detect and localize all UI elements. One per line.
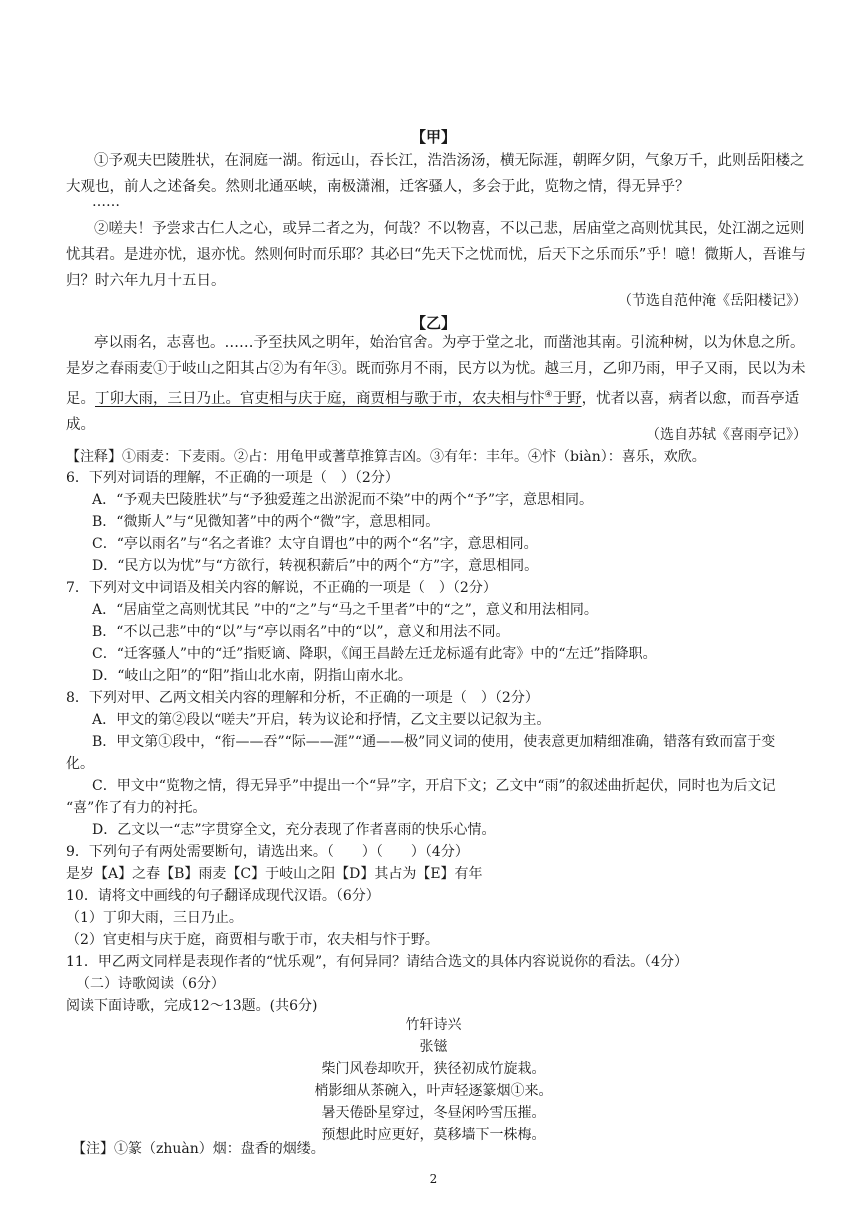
passage-b-text: 亭以雨名，志喜也。……予至扶风之明年，始治官舍。为亭于堂之北，而凿池其南。引流种树，以为休息之所。是岁之春雨麦①于岐山之阳其占②为有年③。既而弥月不雨，民方以为忧。越三月，乙卯乃雨，甲子又雨，民以为未足。 (66, 335, 806, 407)
question-7-option-a: A．“居庙堂之高则忧其民 ”中的“之”与“马之千里者”中的“之”，意义和用法相同。 (92, 602, 598, 618)
poem-line-4: 预想此时应更好，莫移墙下一株梅。 (321, 1127, 546, 1143)
question-8-option-b: B．甲文第①段中，“衔——吞”“际——涯”“通——极”同义词的使用，使表意更加精细准确，错落有致而富于变 (92, 734, 776, 750)
poem-line-2: 梢影细从茶碗入，叶声轻逐篆烟①来。 (314, 1083, 553, 1099)
question-7-option-d: D．“岐山之阳”的“阳”指山北水南，阴指山南水北。 (92, 668, 412, 684)
section-2-title: （二）诗歌阅读（6分） (76, 976, 225, 992)
question-8-option-c: C．甲文中“览物之情，得无异乎”中提出一个“异”字，开启下文；乙文中“雨”的叙述曲折起伏，同时也为后文记 (92, 778, 776, 794)
question-8-option-a: A．甲文的第②段以“嗟夫”开启，转为议论和抒情，乙文主要以记叙为主。 (92, 712, 551, 728)
poem-title: 竹轩诗兴 (405, 1017, 462, 1033)
poem-line-1: 柴门风卷却吹开，狭径初成竹旋栽。 (321, 1061, 546, 1077)
passage-a-ellipsis: …… (92, 194, 120, 210)
question-8-stem: 8．下列对甲、乙两文相关内容的理解和分析，不正确的一项是（ ）（2分） (66, 690, 539, 706)
question-8-option-d: D．乙文以一“志”字贯穿全文，充分表现了作者喜雨的快乐心情。 (92, 822, 496, 838)
question-8-option-c-cont: “喜”作了有力的衬托。 (66, 800, 207, 816)
question-7-option-b: B．“不以己悲”中的“以”与“亭以雨名”中的“以”，意义和用法不同。 (92, 624, 510, 640)
question-10-item-2: （2）官吏相与庆于庭，商贾相与歌于市，农夫相与忭于野。 (66, 932, 439, 948)
passage-b-heading: 【乙】 (410, 314, 456, 332)
underlined-sentence-2 (240, 391, 582, 407)
passage-a-paragraph-2: ②嗟夫！予尝求古仁人之心，或异二者之为，何哉？不以物喜，不以己悲，居庙堂之高则忧其民，处江湖之远则忧其君。是进亦忧，退亦忧。然则何时而乐耶？其必曰“先天下之忧而忧，后天下之乐而乐”乎！噫！微斯人，吾谁与归？时六年九月十五日。 (66, 221, 806, 289)
note-marker: ④ (544, 390, 553, 400)
question-6-option-c: C．“亭以雨名”与“名之者谁？太守自谓也”中的两个“名”字，意思相同。 (92, 536, 538, 552)
question-8-option-b-cont: 化。 (66, 756, 94, 772)
question-6-option-d: D．“民方以为忧”与“方欲行，转视积薪后”中的两个“方”字，意思相同。 (92, 558, 539, 574)
passage-a-source: （节选自范仲淹《岳阳楼记》） (618, 293, 807, 309)
question-6-option-b: B．“微斯人”与“见微知著”中的两个“微”字，意思相同。 (92, 514, 440, 530)
question-6-option-a: A．“予观夫巴陵胜状”与“予独爱莲之出淤泥而不染”中的两个“予”字，意思相同。 (92, 492, 594, 508)
passage-b-source: （选自苏轼《喜雨亭记》） (646, 427, 807, 443)
poem-note: 【注】①篆（zhuàn）烟：盘香的烟缕。 (72, 1141, 325, 1157)
passage-a-heading: 【甲】 (410, 128, 456, 146)
underlined-sentence-2-end: 于野 (552, 390, 582, 407)
passage-b-paragraph (66, 330, 806, 438)
question-9-sentence: 是岁【A】之春【B】雨麦【C】于岐山之阳【D】其占为【E】有年 (66, 866, 483, 882)
passage-a-paragraph-1: ①予观夫巴陵胜状，在洞庭一湖。衔远山，吞长江，浩浩汤汤，横无际涯，朝晖夕阴，气象万千，此则岳阳楼之大观也，前人之述备矣。然则北通巫峡，南极潇湘，迁客骚人，多会于此，览物之情，得无异乎？ (66, 153, 805, 195)
question-10-stem: 10．请将文中画线的句子翻译成现代汉语。（6分） (66, 888, 380, 904)
section-2-instruction: 阅读下面诗歌，完成12～13题。(共6分) (66, 998, 318, 1014)
underlined-sentence-2-text: 官吏相与庆于庭，商贾相与歌于市，农夫相与忭 (240, 390, 545, 407)
underlined-sentence-1: 丁卯大雨，三日乃止。 (95, 390, 240, 407)
question-6-stem: 6．下列对词语的理解，不正确的一项是（ ）（2分） (66, 470, 399, 486)
question-7-stem: 7．下列对文中词语及相关内容的解说，不正确的一项是（ ）（2分） (66, 580, 497, 596)
question-9-stem: 9．下列句子有两处需要断句，请选出来。（ ）（ ）（4分） (66, 844, 469, 860)
poem-line-3: 暑天倦卧星穿过，冬昼闲吟雪压摧。 (321, 1105, 546, 1121)
annotation-notes: 【注释】①雨麦：下麦雨。②占：用龟甲或蓍草推算吉凶。③有年：丰年。④忭（biàn）：喜乐，欢欣。 (66, 449, 706, 465)
question-10-item-1: （1）丁卯大雨，三日乃止。 (66, 910, 243, 926)
poem-author: 张镃 (419, 1039, 448, 1055)
question-7-option-c: C．“迁客骚人”中的“迁”指贬谪、降职，《闻王昌龄左迁龙标遥有此寄》中的“左迁”指降职。 (92, 646, 657, 662)
passage-b-tail: ，忧者以喜，病者以愈，而吾亭适成。 (66, 390, 800, 433)
page-number: 2 (429, 1172, 438, 1186)
question-11-stem: 11．甲乙两文同样是表现作者的“忧乐观”，有何异同？请结合选文的具体内容说说你的看法。（4分） (66, 954, 689, 970)
